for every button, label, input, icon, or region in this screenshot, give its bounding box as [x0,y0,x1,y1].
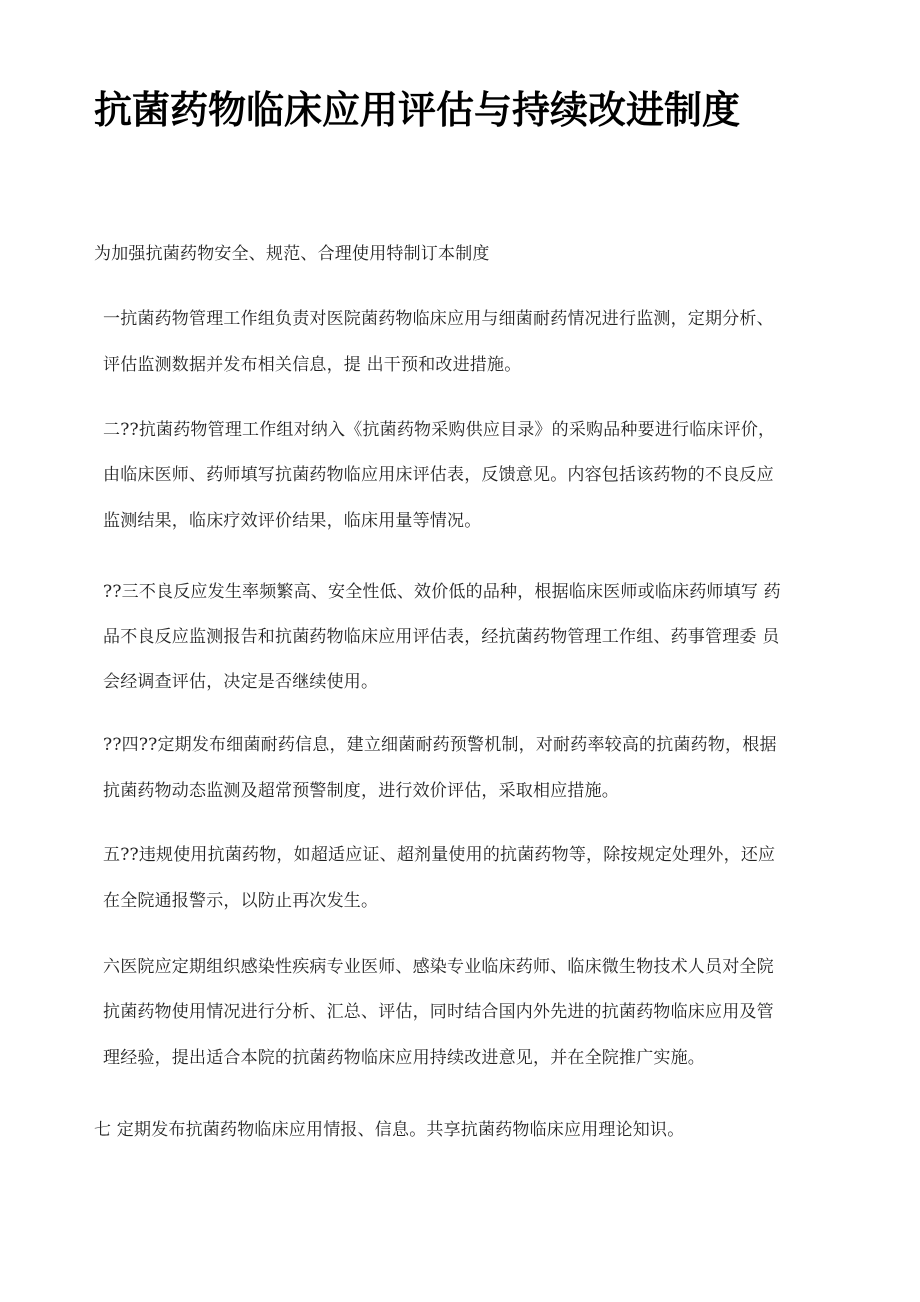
paragraph-line: 抗菌药物使用情况进行分析、汇总、评估，同时结合国内外先进的抗菌药物临床应用及管 [103,1002,774,1022]
paragraph-line: 一抗菌药物管理工作组负责对医院菌药物临床应用与细菌耐药情况进行监测，定期分析、 [103,309,774,329]
paragraph-line: 六医院应定期组织感染性疾病专业医师、感染专业临床药师、临床微生物技术人员对全院 [103,957,774,977]
paragraph-line: ??三不良反应发生率频繁高、安全性低、效价低的品种，根据临床医师或临床药师填写 药 [103,582,781,602]
intro-text: 为加强抗菌药物安全、规范、合理使用特制订本制度 [94,244,490,264]
paragraph-line: 二??抗菌药物管理工作组对纳入《抗菌药物采购供应目录》的采购品种要进行临床评价， [103,420,776,440]
document-title: 抗菌药物临床应用评估与持续改进制度 [94,88,741,132]
paragraph-line: 在全院通报警示，以防止再次发生。 [103,891,379,911]
paragraph-line: 监测结果，临床疗效评价结果，临床用量等情况。 [103,511,482,531]
paragraph-line: ??四??定期发布细菌耐药信息，建立细菌耐药预警机制，对耐药率较高的抗菌药物，根据 [103,735,777,755]
paragraph-line: 抗菌药物动态监测及超常预警制度，进行效价评估，采取相应措施。 [103,781,619,801]
paragraph-line: 理经验，提出适合本院的抗菌药物临床应用持续改进意见，并在全院推广实施。 [103,1048,705,1068]
paragraph-line: 品不良反应监测报告和抗菌药物临床应用评估表，经抗菌药物管理工作组、药事管理委 员 [103,627,780,647]
paragraph-line: 评估监测数据并发布相关信息，提 出干预和改进措施。 [103,355,522,375]
paragraph-line: 由临床医师、药师填写抗菌药物临应用床评估表，反馈意见。内容包括该药物的不良反应 [103,465,774,485]
paragraph-line: 会经调查评估，决定是否继续使用。 [103,672,379,692]
paragraph-line: 五??违规使用抗菌药物，如超适应证、超剂量使用的抗菌药物等，除按规定处理外，还应 [103,845,776,865]
paragraph-line: 七 定期发布抗菌药物临床应用情报、信息。共享抗菌药物临床应用理论知识。 [94,1120,685,1140]
